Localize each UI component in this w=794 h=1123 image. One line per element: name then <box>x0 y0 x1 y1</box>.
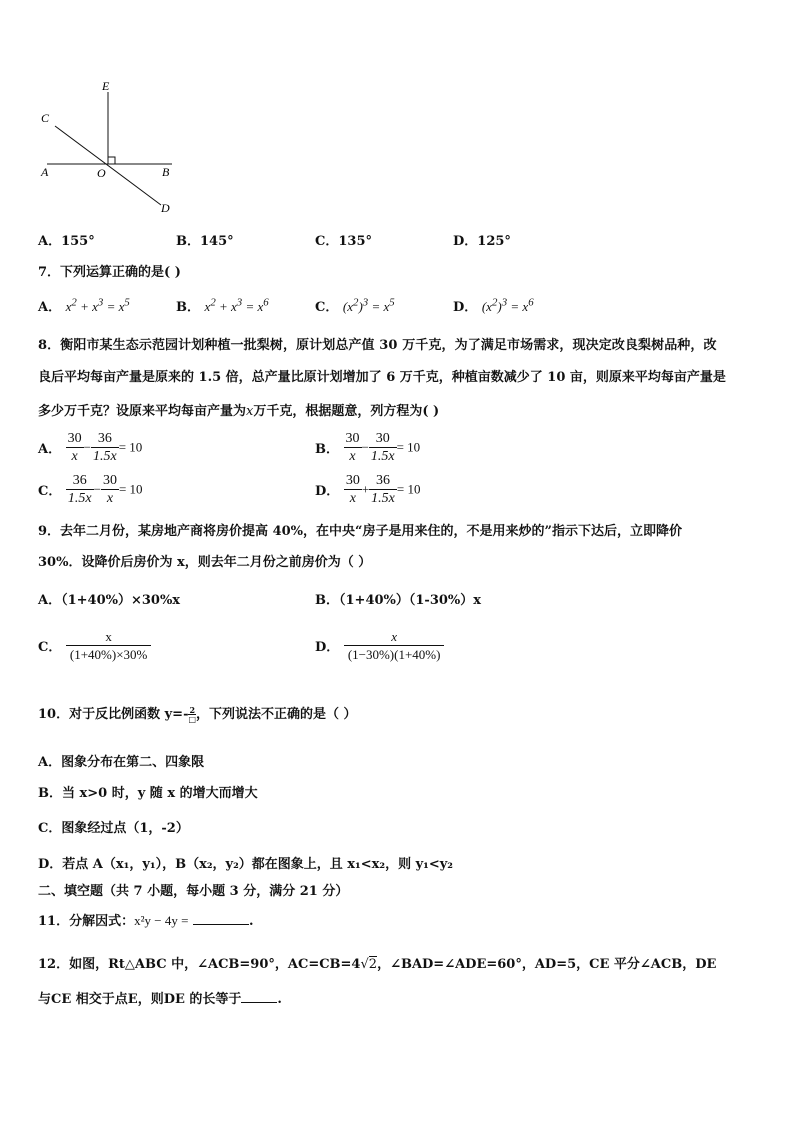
q12-line-2: 与CE 相交于点E，则DE 的长等于 . <box>38 992 282 1007</box>
label-b: B <box>162 165 170 179</box>
q6-option-c: C．135° <box>315 234 372 249</box>
q8-option-c: C． $\frac{36}{1.5x}$ − $\frac{30}{x}$ = 10 <box>38 473 143 506</box>
q12-answer-blank[interactable] <box>241 1002 277 1003</box>
q7-option-d: D． $(x^2)^3 = x^6$ <box>453 296 534 315</box>
label-e: E <box>102 79 110 93</box>
q8-option-b: B． $\frac{30}{x}$ − $\frac{30}{1.5x}$ = 10 <box>315 431 421 464</box>
q10-option-a: A．图象分布在第二、四象限 <box>38 755 205 770</box>
q6-option-a: A．155° <box>38 234 95 249</box>
label-c: C <box>41 111 50 125</box>
q7-option-b: B． $x^2 + x^3 = x^6$ <box>176 296 269 315</box>
q9-option-c: C． $\frac{x}{(1+40\%)\times 30\%}$ <box>38 628 151 663</box>
right-angle-mark <box>108 157 115 164</box>
q8-line-2: 良后平均每亩产量是原来的 1.5 倍，总产量比原计划增加了 6 万千克，种植亩数减少了 10 亩，则原来平均每亩产量是 <box>38 370 726 385</box>
q8-line-3: 多少万千克？设原来平均每亩产量为x万千克，根据题意，列方程为( ) <box>38 404 440 419</box>
q9-option-d: D． $\frac{x}{(1-30\%)(1+40\%)}$ <box>315 628 444 663</box>
q11-stem: 11．分解因式：x²y − 4y = . <box>38 913 254 929</box>
section-fill-in-heading: 二、填空题（共 7 小题，每小题 3 分，满分 21 分） <box>38 884 349 899</box>
q8-option-d: D． $\frac{30}{x}$ + $\frac{36}{1.5x}$ = 10 <box>315 473 421 506</box>
q6-option-d: D．125° <box>453 234 511 249</box>
q10-option-b: B．当 x>0 时，y 随 x 的增大而增大 <box>38 786 258 801</box>
q9-option-a: A．（1+40%）×30%x <box>38 593 181 608</box>
q7-option-c: C． $(x^2)^3 = x^5$ <box>315 296 395 315</box>
q9-line-2: 30%．设降价后房价为 x，则去年二月份之前房价为（ ） <box>38 555 372 570</box>
angle-figure <box>30 78 190 218</box>
q8-line-1: 8．衡阳市某生态示范园计划种植一批梨树，原计划总产值 30 万千克，为了满足市场需求，现决定改良梨树品种，改 <box>38 338 717 353</box>
q10-stem: 10．对于反比例函数 y=- $\frac{2}{□}$ ，下列说法不正确的是（ ） <box>38 705 357 724</box>
q9-line-1: 9．去年二月份，某房地产商将房价提高 40%，在中央“房子是用来住的，不是用来炒的”指示下达后，立即降价 <box>38 524 682 539</box>
label-a: A <box>41 165 49 179</box>
q7-stem: 7．下列运算正确的是( ) <box>38 265 181 280</box>
q10-option-c: C．图象经过点（1，-2） <box>38 821 189 836</box>
q9-option-b: B．（1+40%）（1-30%）x <box>315 593 482 608</box>
q6-option-b: B．145° <box>176 234 234 249</box>
q8-option-a: A． $\frac{30}{x}$ − $\frac{36}{1.5x}$ = 10 <box>38 431 143 464</box>
q10-option-d: D．若点 A（x₁，y₁），B（x₂，y₂）都在图象上，且 x₁<x₂，则 y₁<y₂ <box>38 857 453 872</box>
label-d: D <box>161 201 170 215</box>
label-o: O <box>97 166 106 180</box>
q7-option-a: A． $x^2 + x^3 = x^5$ <box>38 296 130 315</box>
q12-line-1: 12．如图，Rt△ABC 中，∠ACB=90°，AC=CB=4√2，∠BAD=∠ADE=60°，AD=5，CE 平分∠ACB，DE <box>38 957 717 972</box>
q11-answer-blank[interactable] <box>193 924 249 925</box>
